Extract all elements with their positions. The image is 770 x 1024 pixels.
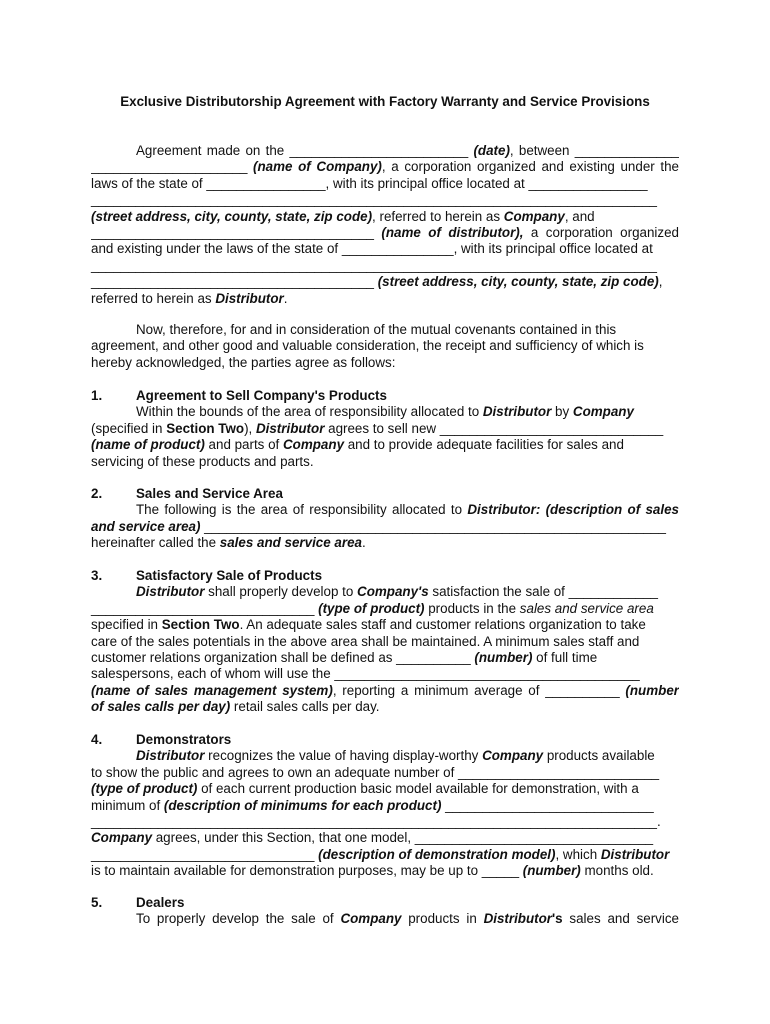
section-number: 3. (91, 568, 103, 583)
section-number: 4. (91, 732, 103, 747)
section-line: Distributor recognizes the value of having display-worthy Company products available (136, 748, 655, 764)
section-1 (91, 388, 679, 470)
section-line: servicing of these products and parts. (91, 453, 314, 469)
section-4 (91, 732, 679, 880)
recital-line: agreement, and other good and valuable consideration, the receipt and sufficiency of which is (91, 338, 644, 354)
recital-paragraph (91, 322, 679, 371)
section-line: care of the sales potentials in the above area shall be maintained. A minimum sales staff and (91, 633, 640, 649)
section-line: (name of sales management system), reporting a minimum average of __________ (number (91, 682, 679, 698)
section-line: The following is the area of responsibility allocated to Distributor: (description of sales (136, 502, 679, 518)
section-line: ______________________________ (type of product) products in the sales and service area (91, 600, 654, 616)
intro-line: _____________________ (name of Company), a corporation organized and existing under the (91, 159, 679, 175)
section-heading (91, 568, 679, 584)
section-5 (91, 895, 679, 928)
section-number: 2. (91, 486, 103, 501)
intro-line: ______________________________________ (street address, city, county, state, zip code), (91, 274, 663, 290)
section-heading (91, 895, 679, 911)
intro-line: ____________________________________________________________________________ (91, 192, 657, 208)
section-title: Agreement to Sell Company's Products (136, 388, 387, 403)
section-line: salespersons, each of whom will use the _________________________________________ (91, 666, 640, 682)
section-title: Satisfactory Sale of Products (136, 568, 323, 583)
section-heading (91, 486, 679, 502)
intro-line: ______________________________________ (name of distributor), a corporation organized (91, 224, 679, 240)
intro-line: referred to herein as Distributor. (91, 290, 288, 306)
section-line: (type of product) of each current production basic model available for demonstration, with a (91, 781, 639, 797)
section-line: customer relations organization shall be defined as __________ (number) of full time (91, 649, 598, 665)
intro-line: and existing under the laws of the state of _______________, with its principal office located at (91, 241, 653, 257)
section-line: of sales calls per day) retail sales calls per day. (91, 699, 380, 715)
intro-line: Agreement made on the ________________________ (date), between ______________ (136, 143, 679, 158)
section-line: (name of product) and parts of Company and to provide adequate facilities for sales and (91, 437, 624, 453)
section-line: To properly develop the sale of Company products in Distributor's sales and service (136, 911, 679, 927)
section-number: 5. (91, 895, 103, 910)
section-line: Within the bounds of the area of responsibility allocated to Distributor by Company (136, 404, 634, 420)
section-line: Company agrees, under this Section, that one model, ________________________________ (91, 830, 654, 846)
intro-line: (street address, city, county, state, zip code), referred to herein as Company, and (91, 208, 595, 224)
section-line: (specified in Section Two), Distributor agrees to sell new ______________________________ (91, 420, 664, 436)
section-3 (91, 568, 679, 716)
section-heading (91, 388, 679, 404)
section-title: Demonstrators (136, 732, 232, 747)
section-heading (91, 732, 679, 748)
intro-line: ____________________________________________________________________________ (91, 257, 657, 273)
section-title: Sales and Service Area (136, 486, 283, 501)
section-line: to show the public and agrees to own an adequate number of ___________________________ (91, 764, 660, 780)
section-line: specified in Section Two. An adequate sales staff and customer relations organization to take (91, 617, 646, 633)
document-title: Exclusive Distributorship Agreement with Factory Warranty and Service Provisions (120, 94, 650, 109)
section-line: ______________________________ (description of demonstration model), which Distributor (91, 846, 670, 862)
section-number: 1. (91, 388, 103, 403)
section-line: minimum of (description of minimums for each product) ____________________________ (91, 797, 654, 813)
recital-line: Now, therefore, for and in consideration of the mutual covenants contained in this (136, 322, 617, 337)
section-2 (91, 486, 679, 552)
section-line: and service area) ______________________________________________________________ (91, 518, 666, 534)
section-title: Dealers (136, 895, 185, 910)
recital-line: hereby acknowledged, the parties agree as follows: (91, 354, 396, 370)
intro-paragraph (91, 143, 679, 307)
intro-line: laws of the state of ________________, with its principal office located at ________________ (91, 175, 648, 191)
section-line: ____________________________________________________________________________. (91, 813, 661, 829)
section-line: is to maintain available for demonstration purposes, may be up to _____ (number) months old. (91, 863, 654, 879)
section-line: Distributor shall properly develop to Company's satisfaction the sale of ____________ (136, 584, 658, 600)
section-line: hereinafter called the sales and service area. (91, 535, 366, 551)
